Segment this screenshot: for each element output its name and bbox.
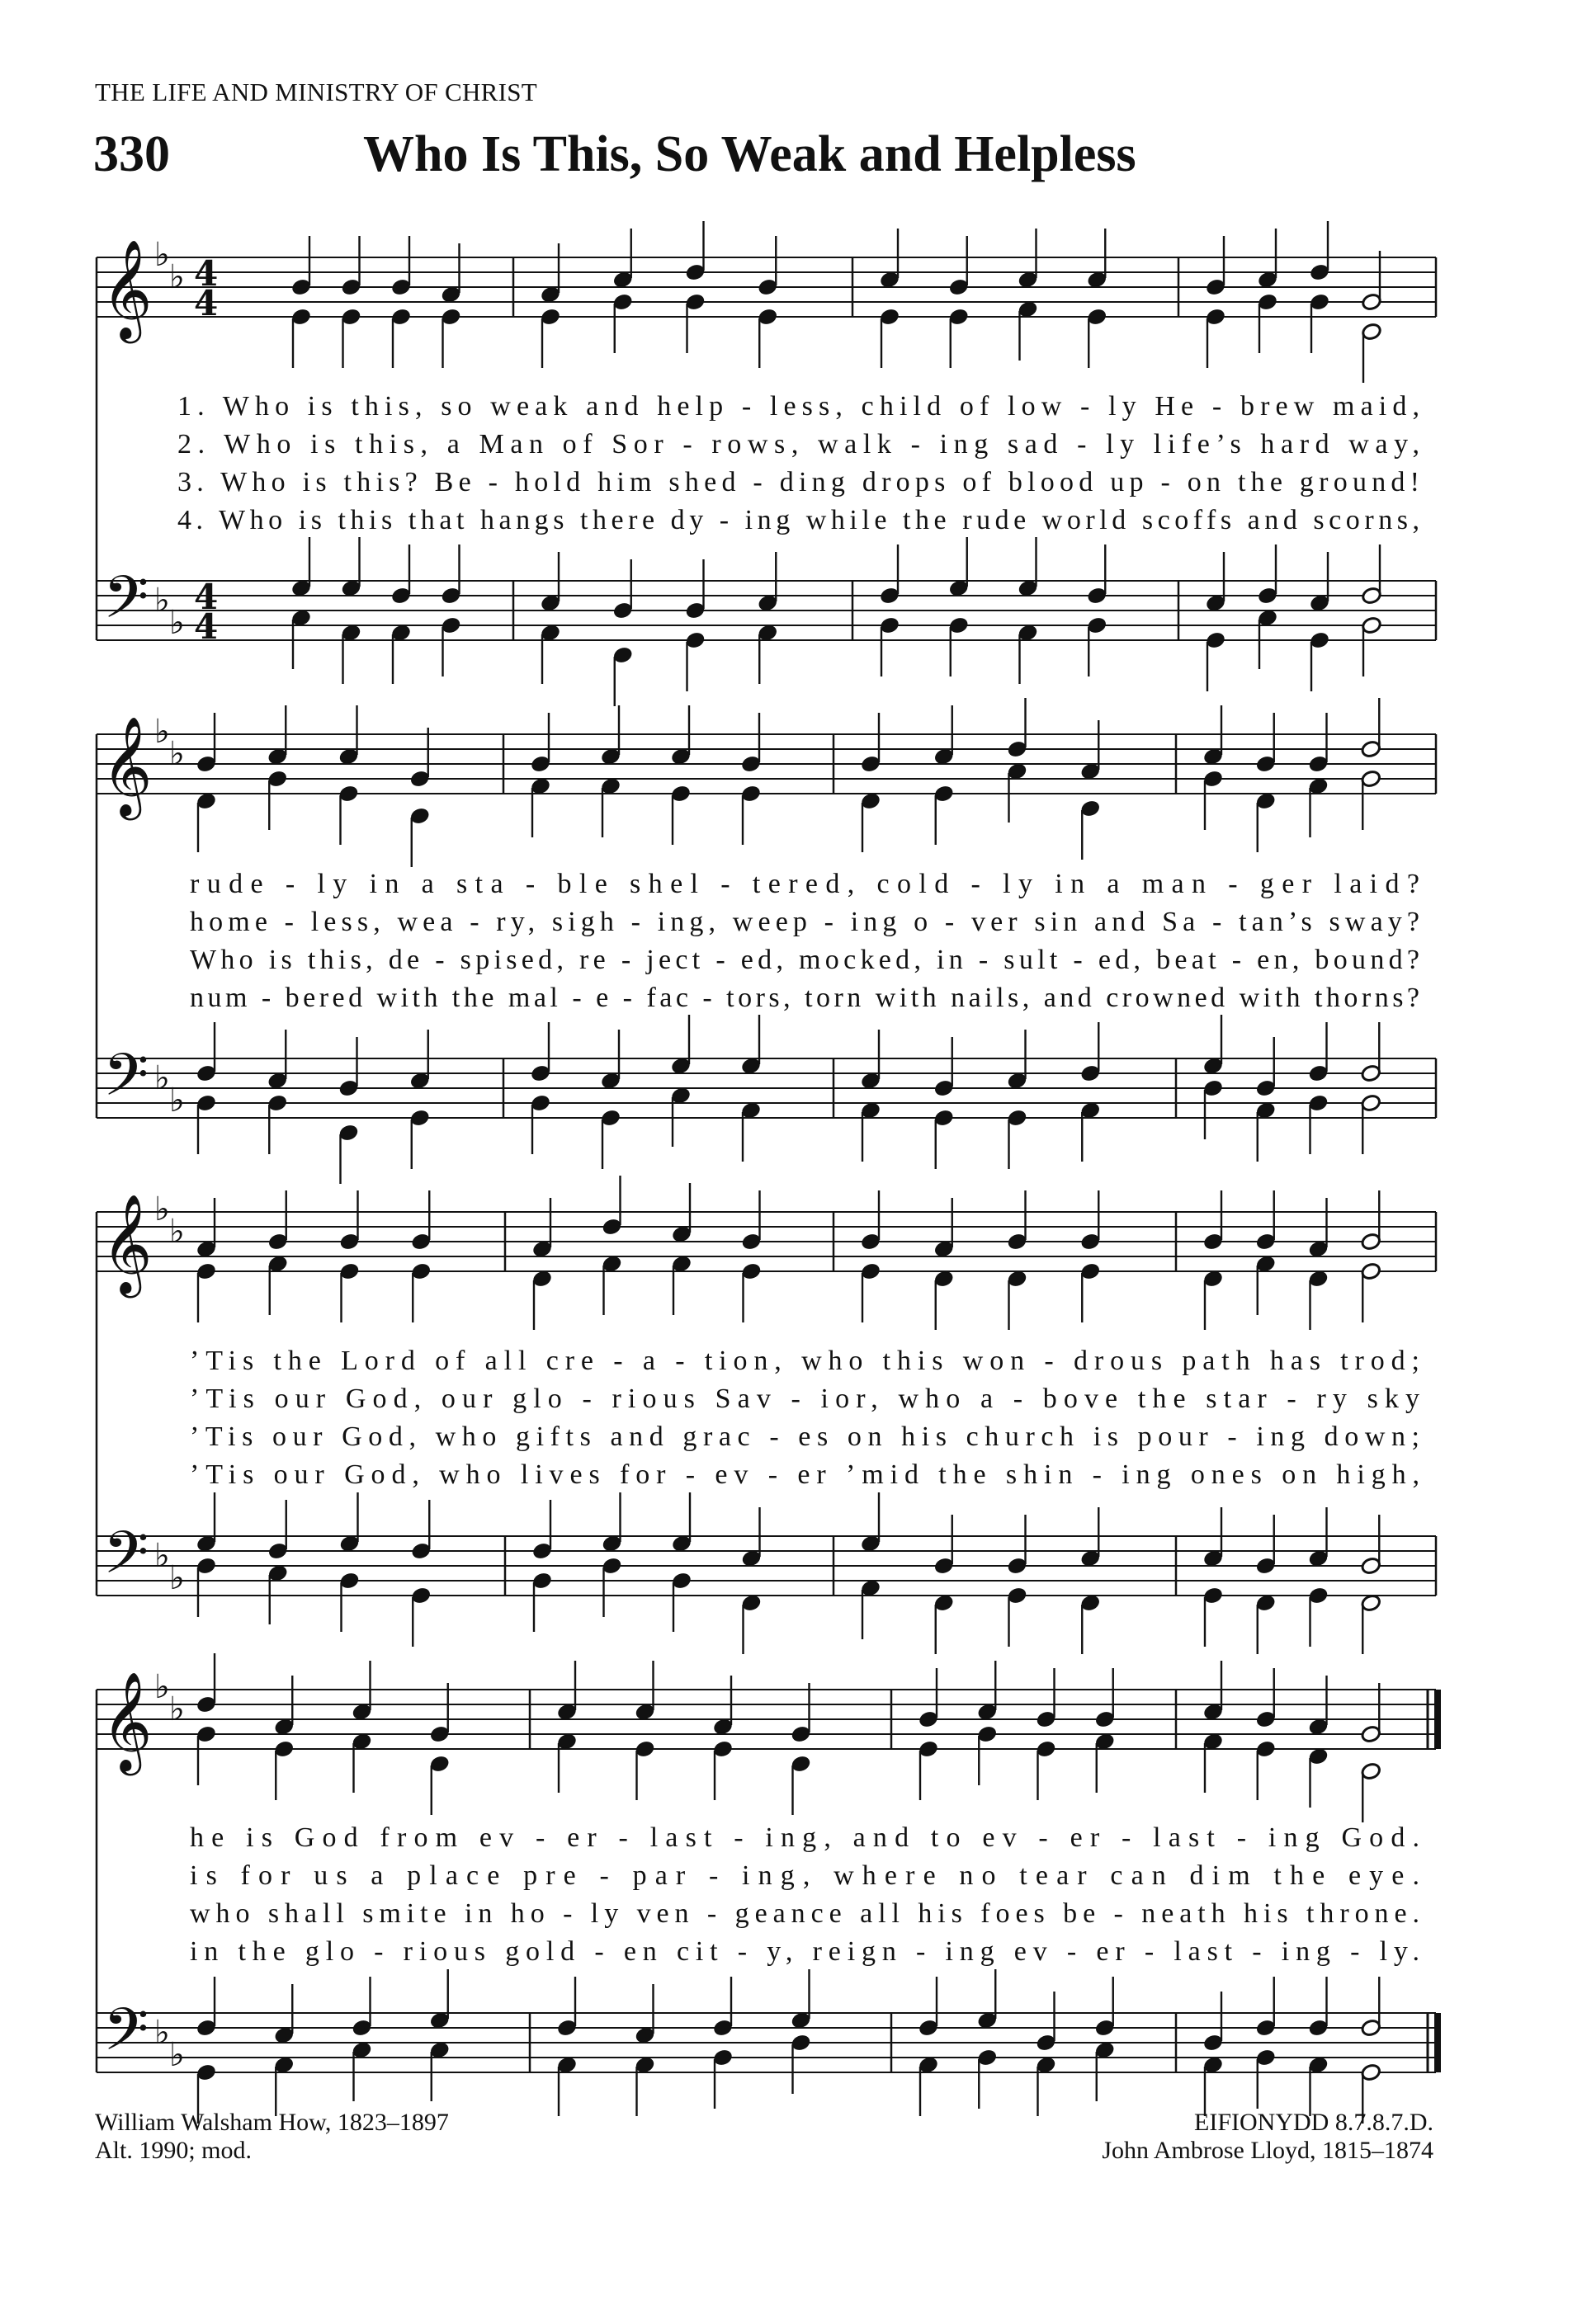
bass-clef-icon: 𝄢 — [103, 1041, 149, 1124]
flat-icon: ♭ — [154, 713, 170, 751]
time-signature-bottom: 4 — [194, 606, 219, 647]
flat-icon: ♭ — [169, 1559, 185, 1597]
tune-credit — [1102, 2109, 1433, 2165]
system-3 — [97, 1176, 1436, 1654]
lyric-line-verse-4: num - bered with the mal - e - fac - tors, torn with nails, and crowned with thorns? — [190, 983, 1419, 1013]
time-signature-top: 4 — [194, 253, 219, 294]
flat-icon: ♭ — [169, 604, 185, 642]
lyric-line-verse-3: 3. Who is this? Be - hold him shed - ding drops of blood up - on the ground! — [177, 467, 1419, 497]
bass-staff — [97, 1536, 1436, 1596]
lyric-line-verse-3: ’Tis our God, who gifts and grac - es on his church is pour - ing down; — [190, 1421, 1420, 1452]
bass-clef-icon: 𝄢 — [103, 1996, 149, 2078]
flat-icon: ♭ — [169, 1690, 185, 1728]
lyric-line-verse-4: 4. Who is this that hangs there dy - ing while the rude world scoffs and scorns, — [177, 505, 1419, 535]
bass-clef-icon: 𝄢 — [103, 1519, 149, 1601]
lyric-line-verse-1: 1. Who is this, so weak and help - less, child of low - ly He - brew maid, — [177, 391, 1420, 422]
lyric-line-verse-2: home - less, wea - ry, sigh - ing, weep - ing o - ver sin and Sa - tan’s sway? — [190, 907, 1419, 937]
lyric-line-verse-1: rude - ly in a sta - ble shel - tered, cold - ly in a man - ger laid? — [190, 869, 1419, 899]
time-signature-top: 4 — [194, 577, 219, 617]
treble-clef-icon: 𝄞 — [102, 1193, 153, 1294]
system-2 — [97, 698, 1436, 1184]
section-heading: THE LIFE AND MINISTRY OF CHRIST — [95, 78, 538, 106]
treble-clef-icon: 𝄞 — [102, 715, 153, 816]
treble-clef-icon: 𝄞 — [102, 238, 153, 339]
flat-icon: ♭ — [169, 1213, 185, 1251]
final-barline — [1434, 2013, 1441, 2072]
system-1 — [97, 221, 1436, 706]
flat-icon: ♭ — [154, 1059, 170, 1097]
lyrics-block — [190, 1822, 1419, 1967]
flat-icon: ♭ — [154, 1668, 170, 1706]
text-credit — [95, 2109, 449, 2165]
lyric-line-verse-3: Who is this, de - spised, re - ject - ed, mocked, in - sult - ed, beat - en, bound? — [190, 945, 1419, 975]
lyric-line-verse-4: ’Tis our God, who lives for - ev - er ’mid the shin - ing ones on high, — [190, 1459, 1419, 1490]
lyrics-block — [190, 1346, 1419, 1490]
flat-icon: ♭ — [169, 258, 185, 296]
hymn-title: Who Is This, So Weak and Helpless — [363, 126, 1136, 182]
composer-credit: John Ambrose Lloyd, 1815–1874 — [1102, 2137, 1433, 2164]
lyrics-block — [177, 391, 1419, 535]
treble-staff — [97, 1212, 1436, 1271]
flat-icon: ♭ — [154, 236, 170, 274]
final-barline — [1434, 1690, 1441, 1749]
flat-icon: ♭ — [169, 735, 185, 773]
bass-staff — [97, 1058, 1436, 1118]
treble-staff — [97, 734, 1436, 794]
system-4 — [97, 1653, 1441, 2124]
flat-icon: ♭ — [154, 582, 170, 620]
lyric-line-verse-2: ’Tis our God, our glo - rious Sav - ior, who a - bove the star - ry sky — [190, 1384, 1420, 1414]
flat-icon: ♭ — [154, 2014, 170, 2052]
hymn-number: 330 — [93, 126, 170, 182]
flat-icon: ♭ — [169, 2036, 185, 2074]
flat-icon: ♭ — [154, 1537, 170, 1575]
lyrics-block — [190, 869, 1419, 1013]
flat-icon: ♭ — [169, 1082, 185, 1120]
lyric-line-verse-1: ’Tis the Lord of all cre - a - tion, who this won - drous path has trod; — [190, 1346, 1420, 1376]
treble-clef-icon: 𝄞 — [102, 1671, 153, 1771]
lyric-line-verse-3: who shall smite in ho - ly ven - geance all his foes be - neath his throne. — [190, 1898, 1419, 1929]
tune-name: EIFIONYDD 8.7.8.7.D. — [1194, 2109, 1433, 2136]
bass-clef-icon: 𝄢 — [103, 563, 149, 646]
flat-icon: ♭ — [154, 1190, 170, 1228]
bass-staff — [97, 2013, 1436, 2072]
lyric-line-verse-2: is for us a place pre - par - ing, where no tear can dim the eye. — [190, 1860, 1419, 1891]
alteration-credit: Alt. 1990; mod. — [95, 2137, 253, 2164]
lyric-line-verse-2: 2. Who is this, a Man of Sor - rows, walk - ing sad - ly life’s hard way, — [177, 429, 1419, 460]
author-credit: William Walsham How, 1823–1897 — [95, 2109, 449, 2136]
time-signature-bottom: 4 — [194, 283, 219, 323]
lyric-line-verse-1: he is God from ev - er - last - ing, and to ev - er - last - ing God. — [190, 1822, 1419, 1853]
lyric-line-verse-4: in the glo - rious gold - en cit - y, reign - ing ev - er - last - ing - ly. — [190, 1936, 1420, 1967]
treble-staff — [97, 1690, 1436, 1749]
